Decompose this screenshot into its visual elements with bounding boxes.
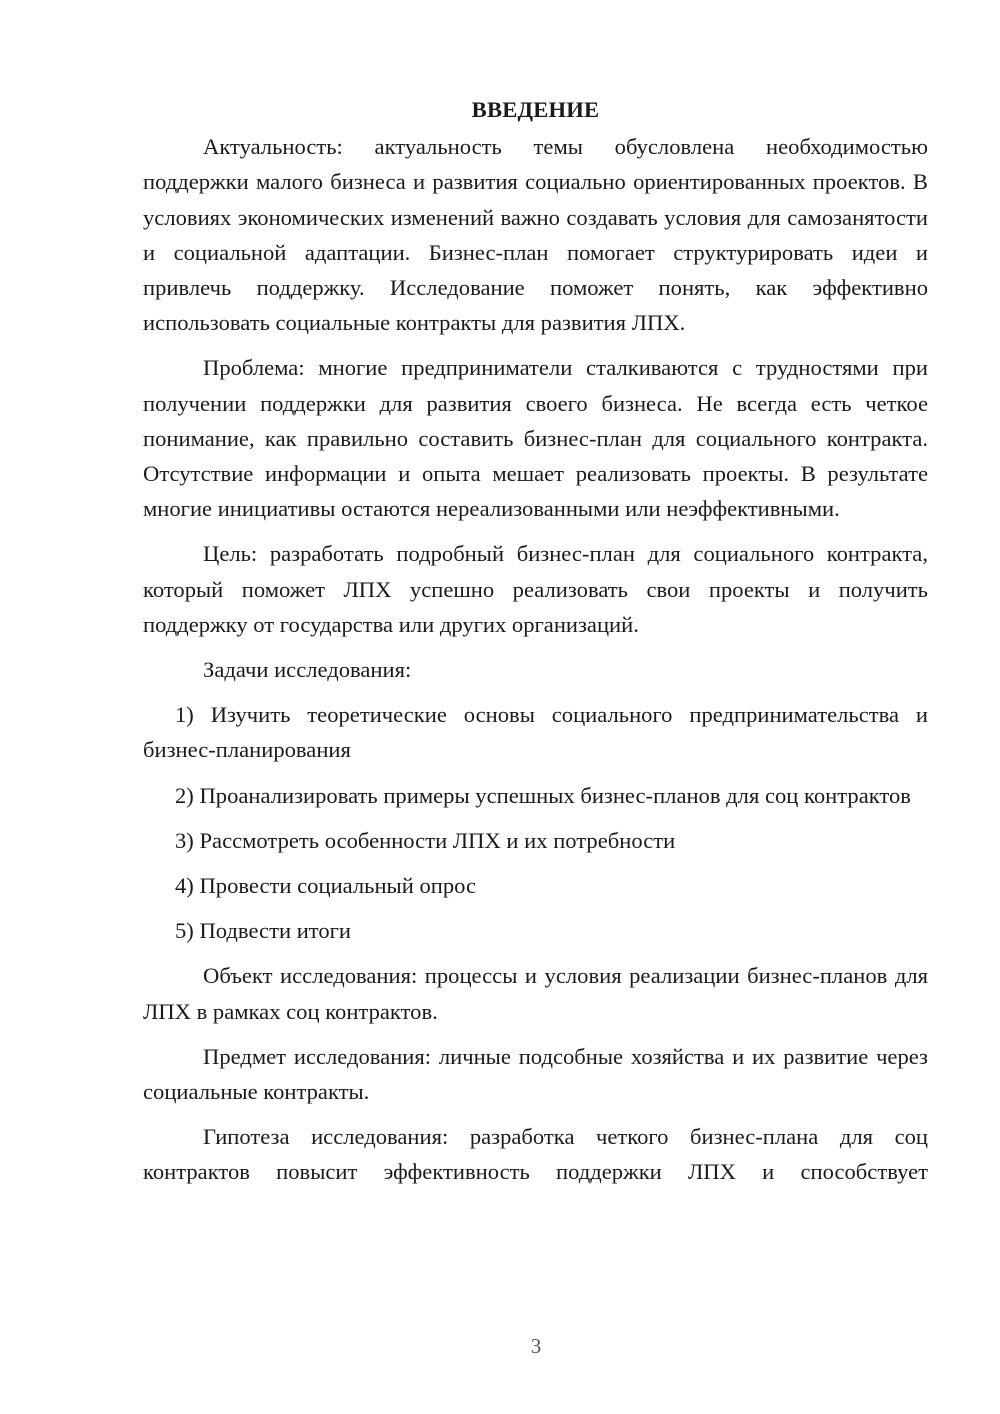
paragraph-hypothesis: Гипотеза исследования: разработка четкого бизнес-плана для соц контрактов повысит эффективность поддержки ЛПХ и способствует	[143, 1124, 928, 1185]
paragraph-subject: Предмет исследования: личные подсобные хозяйства и их развитие через социальные контракты.	[143, 1043, 928, 1105]
paragraph-goal: Цель: разработать подробный бизнес-план для социального контракта, который поможет ЛПХ успешно реализовать свои проекты и получить поддержку от государства или других организаций.	[143, 541, 928, 637]
list-item: 2) Проанализировать примеры успешных бизнес-планов для соц контрактов	[175, 782, 911, 808]
paragraph-object: Объект исследования: процессы и условия реализации бизнес-планов для ЛПХ в рамках соц контрактов.	[143, 963, 928, 1024]
section-title: ВВЕДЕНИЕ	[471, 97, 600, 122]
page-content	[143, 92, 928, 1200]
page-number: 3	[530, 1334, 542, 1358]
list-item: 1) Изучить теоретические основы социального предпринимательства и бизнес-планирования	[143, 702, 928, 763]
list-item: 5) Подвести итоги	[175, 918, 352, 944]
list-item: 4) Провести социальный опрос	[175, 873, 477, 899]
paragraph-tasks-heading: Задачи исследования:	[203, 657, 412, 683]
list-item: 3) Рассмотреть особенности ЛПХ и их потребности	[175, 827, 676, 853]
paragraph-problem: Проблема: многие предприниматели сталкиваются с трудностями при получении поддержки для развития своего бизнеса. Не всегда есть четкое понимание, как правильно составить бизнес-план для социального контракта. Отсутствие информации и опыта мешает реализовать проекты. В результате многие инициативы остаются нереализованными или неэффективными.	[143, 355, 928, 522]
paragraph-relevance: Актуальность: актуальность темы обусловлена необходимостью поддержки малого бизнеса и развития социально ориентированных проектов. В условиях экономических изменений важно создавать условия для самозанятости и социальной адаптации. Бизнес-план помогает структурировать идеи и привлечь поддержку. Исследование поможет понять, как эффективно использовать социальные контракты для развития ЛПХ.	[143, 134, 928, 336]
